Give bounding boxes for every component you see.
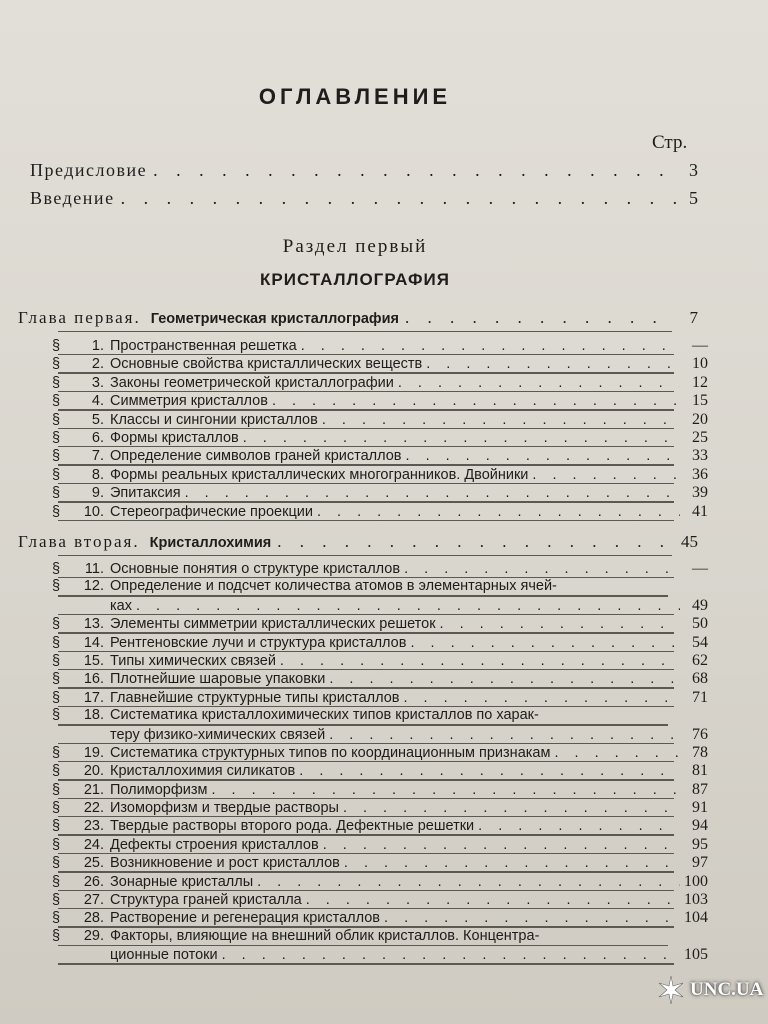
section-sign: § xyxy=(52,652,61,669)
chapter-page: 45 xyxy=(681,532,698,551)
toc-entry-page: 36 xyxy=(692,465,708,483)
section-sign: § xyxy=(52,910,61,927)
toc-entry-number: 17. xyxy=(83,689,104,706)
toc-entry-page: 95 xyxy=(692,835,708,853)
chapter-rule xyxy=(58,555,672,556)
toc-entry-page: 33 xyxy=(692,447,708,465)
toc-entry-number: 8. xyxy=(91,466,104,483)
chapter-title: Геометрическая кристаллография xyxy=(150,311,399,327)
leader-dots xyxy=(398,375,680,392)
leader-dots xyxy=(136,598,680,615)
section-sign: § xyxy=(52,707,61,724)
leader-dots xyxy=(153,160,678,181)
toc-entry-text: Факторы, влияющие на внешний облик кристаллов. Концентра- xyxy=(110,927,540,944)
toc-entry-page: 49 xyxy=(692,596,708,614)
toc-entry-page: 76 xyxy=(692,725,708,743)
toc-entry-number: 28. xyxy=(83,910,104,927)
chapter-title: Кристаллохимия xyxy=(149,535,272,551)
leader-dots xyxy=(343,800,680,817)
section-sign: § xyxy=(52,818,61,835)
leader-dots xyxy=(306,892,680,909)
leader-dots xyxy=(211,782,680,799)
toc-entry-text: ках xyxy=(110,597,132,614)
toc-entry-text: Основные понятия о структуре кристаллов xyxy=(110,561,401,577)
leader-dots xyxy=(406,448,680,465)
section-sign: § xyxy=(52,429,61,446)
toc-entry-number: 25. xyxy=(83,855,104,872)
section-sign: § xyxy=(52,800,61,817)
toc-entry-text: Определение символов граней кристаллов xyxy=(110,448,402,465)
toc-entry-page: 97 xyxy=(692,854,708,872)
chapter-heading-2 xyxy=(18,532,698,554)
toc-entry-text: Полиморфизм xyxy=(110,781,208,798)
toc-entry xyxy=(52,337,708,354)
toc-entry xyxy=(52,374,708,391)
leader-dots xyxy=(257,874,680,891)
toc-entry-text: Плотнейшие шаровые упаковки xyxy=(110,671,326,688)
toc-entry-text: Кристаллохимия силикатов xyxy=(110,763,296,780)
toc-entry xyxy=(52,836,708,853)
toc-entry xyxy=(52,689,708,706)
page-title: ОГЛАВЛЕНИЕ xyxy=(258,84,452,109)
toc-entry-page: 12 xyxy=(692,373,708,391)
leader-dots xyxy=(532,467,680,484)
toc-entry-text: Структура граней кристалла xyxy=(110,892,302,909)
toc-entry-label: Предисловие xyxy=(30,160,148,180)
toc-entry-number: 6. xyxy=(91,429,104,446)
leader-dots xyxy=(185,485,680,502)
toc-entry-text: Систематика структурных типов по координационным признакам xyxy=(110,744,551,761)
toc-entry-number: 9. xyxy=(91,485,104,502)
toc-entry-page: 5 xyxy=(689,188,698,208)
watermark xyxy=(656,970,766,1010)
section-sign: § xyxy=(52,356,61,373)
toc-entry-text: Формы реальных кристаллических многогранников. Двойники xyxy=(110,466,529,483)
leader-dots xyxy=(329,727,680,744)
toc-entry-number: 16. xyxy=(83,671,104,688)
toc-entry xyxy=(52,670,708,687)
toc-entry-page: 103 xyxy=(684,891,708,909)
toc-entry-page: 25 xyxy=(692,428,708,446)
toc-entry-page: 78 xyxy=(692,743,708,761)
toc-entry-number: 7. xyxy=(91,448,104,465)
leader-dots xyxy=(280,653,680,670)
toc-entry xyxy=(52,854,708,871)
toc-entry xyxy=(52,615,708,632)
leader-dots xyxy=(322,412,680,429)
leader-dots xyxy=(329,671,680,688)
toc-entry-text: Типы химических связей xyxy=(110,652,276,669)
chapter-label: Глава первая. xyxy=(18,308,141,327)
section-title: КРИСТАЛЛОГРАФИЯ xyxy=(260,270,450,289)
toc-entry-page: — xyxy=(692,337,708,354)
toc-entry-page: 68 xyxy=(692,670,708,688)
section-sign: § xyxy=(52,503,61,520)
toc-entry-number: 3. xyxy=(91,374,104,391)
toc-entry-page: 104 xyxy=(684,909,708,927)
section-sign: § xyxy=(52,892,61,909)
toc-entry-text: Формы кристаллов xyxy=(110,429,239,446)
toc-entry xyxy=(52,652,708,669)
page-column-header: Стр. xyxy=(652,132,688,153)
chapter-label: Глава вторая. xyxy=(18,532,140,551)
toc-entry xyxy=(52,781,708,798)
toc-entry-page: 50 xyxy=(692,615,708,633)
toc-entry-page: 41 xyxy=(692,502,708,520)
section-sign: § xyxy=(52,836,61,853)
toc-entry-text: Зонарные кристаллы xyxy=(110,873,254,890)
toc-entry-text: Дефекты строения кристаллов xyxy=(110,836,319,853)
toc-entry-text: ционные потоки xyxy=(110,947,218,964)
toc-entry-text: Рентгеновские лучи и структура кристаллов xyxy=(110,634,407,651)
toc-entry-continuation xyxy=(52,726,708,743)
section-sign: § xyxy=(52,873,61,890)
chapter-page: 7 xyxy=(689,308,698,327)
section-sign: § xyxy=(52,561,61,577)
toc-entry-number: 24. xyxy=(83,836,104,853)
toc-entry-number: 26. xyxy=(83,873,104,890)
toc-entry-number: 29. xyxy=(83,927,104,944)
toc-entry-page: 20 xyxy=(692,410,708,428)
section-sign: § xyxy=(52,578,61,595)
leader-dots xyxy=(272,393,680,410)
toc-entry-number: 12. xyxy=(83,578,104,595)
toc-entry-page: — xyxy=(692,560,708,577)
toc-entry-number: 15. xyxy=(83,652,104,669)
toc-entry xyxy=(52,355,708,372)
leader-dots xyxy=(344,855,680,872)
toc-entry-number: 23. xyxy=(83,818,104,835)
toc-entry-text: Пространственная решетка xyxy=(110,338,297,354)
leader-dots xyxy=(323,837,680,854)
toc-entry xyxy=(52,466,708,483)
toc-entry-introduction xyxy=(30,188,698,210)
section-sign: § xyxy=(52,689,61,706)
toc-entry-continuation xyxy=(52,946,708,963)
toc-entry-number: 22. xyxy=(83,800,104,817)
toc-entry-text: Главнейшие структурные типы кристаллов xyxy=(110,689,400,706)
toc-entry-page: 81 xyxy=(692,762,708,780)
leader-dots xyxy=(410,635,680,652)
toc-entry-number: 21. xyxy=(83,781,104,798)
toc-entry-number: 1. xyxy=(91,338,104,354)
section-sign: § xyxy=(52,763,61,780)
toc-entry-text: Эпитаксия xyxy=(110,485,181,502)
toc-entry-label: Введение xyxy=(30,188,115,208)
toc-entry-page: 87 xyxy=(692,780,708,798)
section-sign: § xyxy=(52,781,61,798)
toc-entry xyxy=(52,411,708,428)
toc-entry-text: Стереографические проекции xyxy=(110,503,313,520)
toc-entry xyxy=(52,909,708,926)
toc-entry-number: 2. xyxy=(91,356,104,373)
leader-dots xyxy=(426,356,680,373)
toc-entry-number: 10. xyxy=(83,503,104,520)
leader-dots xyxy=(403,690,680,707)
toc-entry-number: 13. xyxy=(83,616,104,633)
section-sign: § xyxy=(52,855,61,872)
toc-entry-page: 62 xyxy=(692,651,708,669)
toc-entry-page: 100 xyxy=(684,872,708,890)
section-sign: § xyxy=(52,448,61,465)
section-label: Раздел первый xyxy=(282,236,428,257)
toc-entry-text: Твердые растворы второго рода. Дефектные решетки xyxy=(110,818,475,835)
toc-entry-text: Изоморфизм и твердые растворы xyxy=(110,800,339,817)
toc-entry-number: 18. xyxy=(83,707,104,724)
toc-entry xyxy=(52,762,708,779)
toc-entry xyxy=(52,891,708,908)
leader-dots xyxy=(317,504,680,521)
toc-entry xyxy=(52,578,708,595)
toc-entry-number: 4. xyxy=(91,393,104,410)
toc-entry-page: 94 xyxy=(692,817,708,835)
toc-entry-page: 39 xyxy=(692,484,708,502)
leader-dots xyxy=(121,188,678,209)
toc-entry-page: 3 xyxy=(689,160,698,180)
section-sign: § xyxy=(52,927,61,944)
leader-dots xyxy=(222,947,680,964)
toc-entry-text: Основные свойства кристаллических веществ xyxy=(110,356,423,373)
toc-entry xyxy=(52,560,708,577)
toc-entry-page: 91 xyxy=(692,799,708,817)
section-sign: § xyxy=(52,466,61,483)
section-sign: § xyxy=(52,338,61,354)
toc-entry-number: 14. xyxy=(83,634,104,651)
toc-entry-page: 10 xyxy=(692,355,708,373)
toc-entry xyxy=(52,392,708,409)
toc-entry xyxy=(52,429,708,446)
leader-dots xyxy=(277,532,672,552)
toc-entry xyxy=(52,484,708,501)
section-sign: § xyxy=(52,411,61,428)
toc-entry xyxy=(52,928,708,945)
star-seal-icon xyxy=(656,975,686,1005)
toc-entry-page: 54 xyxy=(692,633,708,651)
chapter-rule xyxy=(58,331,672,332)
toc-entry-text: Определение и подсчет количества атомов в элементарных ячей- xyxy=(110,578,557,595)
leader-dots xyxy=(404,561,680,578)
section-sign: § xyxy=(52,485,61,502)
chapter-2-entries xyxy=(52,560,708,965)
leader-dots xyxy=(440,616,680,633)
watermark-text: UNC.UA xyxy=(690,979,764,1000)
toc-entry-text: Симметрия кристаллов xyxy=(110,393,268,410)
toc-entry-number: 5. xyxy=(91,411,104,428)
toc-entry xyxy=(52,503,708,520)
toc-entry-page: 15 xyxy=(692,392,708,410)
toc-entry xyxy=(52,707,708,724)
section-sign: § xyxy=(52,393,61,410)
section-sign: § xyxy=(52,744,61,761)
toc-entry xyxy=(52,873,708,890)
toc-entry xyxy=(52,817,708,834)
leader-dots xyxy=(478,818,680,835)
toc-entry-text: теру физико-химических связей xyxy=(110,726,326,743)
toc-entry-text: Растворение и регенерация кристаллов xyxy=(110,910,381,927)
section-sign: § xyxy=(52,634,61,651)
chapter-heading-1 xyxy=(18,308,698,330)
toc-entry-page: 71 xyxy=(692,688,708,706)
toc-entry xyxy=(52,634,708,651)
toc-entry-number: 11. xyxy=(84,561,104,577)
toc-entry-text: Возникновение и рост кристаллов xyxy=(110,855,340,872)
leader-dots xyxy=(299,763,680,780)
leader-dots xyxy=(384,910,680,927)
toc-entry-number: 27. xyxy=(83,892,104,909)
section-sign: § xyxy=(52,616,61,633)
toc-entry-page: 105 xyxy=(684,946,708,964)
leader-dots xyxy=(243,430,680,447)
toc-entry-preface xyxy=(30,160,698,182)
chapter-1-entries xyxy=(52,337,708,521)
toc-entry-text: Законы геометрической кристаллографии xyxy=(110,374,394,391)
leader-dots xyxy=(554,745,680,762)
section-sign: § xyxy=(52,374,61,391)
toc-entry-text: Классы и сингонии кристаллов xyxy=(110,411,318,428)
section-sign: § xyxy=(52,671,61,688)
toc-entry xyxy=(52,447,708,464)
toc-entry-number: 19. xyxy=(83,744,104,761)
toc-entry xyxy=(52,744,708,761)
toc-entry-text: Систематика кристаллохимических типов кристаллов по харак- xyxy=(110,707,539,724)
leader-dots xyxy=(405,308,672,328)
toc-entry-text: Элементы симметрии кристаллических решеток xyxy=(110,616,436,633)
toc-entry xyxy=(52,799,708,816)
leader-dots xyxy=(301,338,680,355)
toc-entry-number: 20. xyxy=(83,763,104,780)
toc-entry-continuation xyxy=(52,597,708,614)
